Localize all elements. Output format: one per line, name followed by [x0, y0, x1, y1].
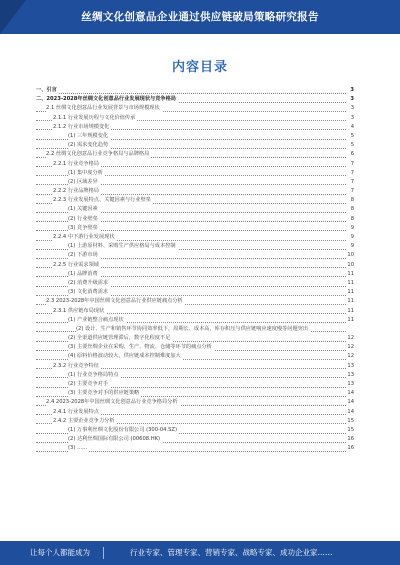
toc-entry-label: (3) 主要丝绸企业在采购、生产、物流、仓储等环节的痛点分析	[68, 343, 214, 352]
footer-slogan-left: 让每个人都能成为	[30, 548, 90, 557]
toc-entry-label: (2) 需求变化趋势	[68, 141, 110, 150]
toc-entry-page: 9	[346, 233, 354, 242]
toc-title: 内容目录	[171, 60, 228, 75]
toc-entry-page: 14	[346, 408, 354, 417]
toc-entry-label: 2.1.2 行业市场规模变化	[53, 123, 111, 132]
toc-entry-label: (2) 消费升级需求	[68, 279, 110, 288]
toc-entry-page: 14	[346, 389, 354, 398]
toc-entry-label: (3) ……	[68, 444, 89, 453]
toc-entry-label: (2) 行业壁垒	[68, 215, 100, 224]
toc-entry[interactable]	[36, 114, 354, 123]
toc-entry-page: 11	[346, 307, 354, 316]
toc-entry-label: (2) 区域差异	[68, 178, 100, 187]
toc-entry-page: 6	[346, 150, 354, 159]
toc-entry[interactable]	[36, 288, 354, 297]
table-of-contents	[36, 86, 354, 454]
toc-entry[interactable]	[36, 334, 354, 343]
toc-entry-label: (2) 主要竞争对手	[68, 380, 110, 389]
toc-entry[interactable]	[36, 169, 354, 178]
toc-entry-page: 13	[346, 380, 354, 389]
toc-entry[interactable]	[36, 362, 354, 371]
toc-entry[interactable]	[36, 307, 354, 316]
toc-entry-page: 15	[346, 417, 354, 426]
toc-entry-page: 4	[346, 123, 354, 132]
toc-entry-page: 7	[346, 178, 354, 187]
toc-entry-label: 2.3.1 供应链布局现状	[53, 307, 106, 316]
toc-entry-page: 5	[346, 141, 354, 150]
toc-entry-page: 10	[346, 251, 354, 260]
toc-entry-label: 2.2 丝绸文化创意品行业竞争格局与品牌格局	[46, 150, 151, 159]
toc-entry-page: 5	[346, 132, 354, 141]
toc-entry-page: 16	[346, 435, 354, 444]
toc-entry[interactable]	[36, 205, 354, 214]
toc-entry[interactable]	[36, 251, 354, 260]
toc-entry[interactable]	[36, 261, 354, 270]
toc-entry-page: 12	[346, 352, 354, 361]
toc-entry-label: (1) 三年规模变化	[68, 132, 110, 141]
toc-entry[interactable]	[36, 279, 354, 288]
toc-entry[interactable]	[36, 389, 354, 398]
toc-entry-label: 2.1 丝绸文化创意品行业发展背景与市场规模现状	[46, 104, 162, 113]
toc-entry[interactable]	[36, 187, 354, 196]
toc-entry[interactable]	[36, 160, 354, 169]
toc-entry-label: 2.4.1 行业发展特点	[53, 408, 101, 417]
toc-entry-page: 7	[346, 169, 354, 178]
toc-entry[interactable]	[36, 242, 354, 251]
toc-entry-label: 2.2.5 行业需求领域	[53, 261, 101, 270]
toc-entry-page: 9	[346, 224, 354, 233]
toc-entry-label: (3) 主要竞争对手的供应链策略	[68, 389, 141, 398]
toc-entry-label: 2.2.3 行业发展特点、关键因素与行业壁垒	[53, 196, 153, 205]
toc-entry-label: (2) 全渠道供应链管理滞后，数字化程度不足	[68, 334, 172, 343]
toc-entry-page: 15	[346, 426, 354, 435]
toc-entry-label: (2) 达利丝绸国际有限公司 (00608.HK)	[68, 435, 162, 444]
toc-entry[interactable]	[36, 316, 354, 325]
toc-entry[interactable]	[36, 215, 354, 224]
toc-entry-page: 13	[346, 362, 354, 371]
toc-entry[interactable]	[36, 380, 354, 389]
toc-entry-page: 3	[346, 95, 354, 104]
toc-entry-label: 2.3 2023-2028年中国丝绸文化创意品行业供应链痛点分析	[46, 297, 185, 306]
toc-entry[interactable]	[36, 196, 354, 205]
toc-entry[interactable]	[36, 426, 354, 435]
toc-entry-page: 3	[346, 114, 354, 123]
toc-entry-label: 二、2023-2028年丝绸文化创意品行业发展现状与竞争格局	[36, 95, 178, 104]
toc-entry-label: (1) 品牌消费	[68, 270, 100, 279]
toc-entry[interactable]	[36, 86, 354, 95]
toc-entry[interactable]	[36, 352, 354, 361]
toc-entry-label: (1) 万事利丝绸文化股份有限公司 (300-04.SZ)	[68, 426, 179, 435]
footer-slogan-right: 行业专家、管理专家、营销专家、战略专家、成功企业家……	[130, 548, 333, 557]
toc-entry-page: 10	[346, 261, 354, 270]
toc-entry[interactable]	[36, 178, 354, 187]
toc-entry-label: (2) 设计、生产和销售环节协同效率低下，周期长、成本高，库存积压与供应链响应速度慢等问题突出	[76, 325, 310, 334]
toc-entry-page: 8	[346, 215, 354, 224]
toc-entry-page: 11	[346, 297, 354, 306]
toc-entry[interactable]	[36, 408, 354, 417]
toc-entry-label: 2.3.2 行业竞争特征	[53, 362, 101, 371]
toc-entry-page: 8	[346, 196, 354, 205]
toc-entry[interactable]	[36, 150, 354, 159]
toc-entry[interactable]	[36, 224, 354, 233]
toc-entry-page: 16	[346, 444, 354, 453]
toc-entry-label: 2.4 2023-2028年中国丝绸文化创意品行业竞争格局分析	[46, 398, 180, 407]
toc-entry[interactable]	[36, 371, 354, 380]
toc-entry[interactable]	[36, 343, 354, 352]
toc-entry-label: 2.2.2 行业品牌格局	[53, 187, 101, 196]
toc-entry-label: (1) 上游原材料、采购生产供应格局与成本控制	[68, 242, 178, 251]
toc-entry[interactable]	[36, 123, 354, 132]
toc-entry-label: (1) 行业竞争格局特点	[68, 371, 121, 380]
toc-entry-page: 13	[346, 371, 354, 380]
toc-entry-page: 14	[346, 398, 354, 407]
toc-entry-label: (1) 产业链整合痛点现状	[68, 316, 126, 325]
toc-leader-dots	[36, 93, 346, 94]
toc-entry[interactable]	[36, 417, 354, 426]
toc-entry-page: 8	[346, 205, 354, 214]
toc-entry-page: 7	[346, 160, 354, 169]
toc-entry-page: 9	[346, 242, 354, 251]
report-header	[0, 0, 400, 34]
toc-entry-page: 7	[346, 187, 354, 196]
toc-entry-page: 3	[346, 104, 354, 113]
toc-entry-label: 2.2.4 中下游行业发展现状	[53, 233, 117, 242]
toc-entry-page: 12	[346, 334, 354, 343]
toc-entry-label: (1) 集中度分析	[68, 169, 105, 178]
toc-entry-label: 2.2.1 行业竞争格局	[53, 160, 101, 169]
toc-entry-label: 一、引言	[36, 86, 59, 95]
toc-entry-label: 2.1.1 行业发展历程与文化价值传承	[53, 114, 137, 123]
toc-entry[interactable]	[36, 104, 354, 113]
toc-entry-label: (1) 关键因素	[68, 205, 100, 214]
toc-entry[interactable]	[36, 297, 354, 306]
footer-bar	[0, 541, 400, 565]
toc-entry-page: 11	[346, 316, 354, 325]
toc-entry-label: 2.4.2 主要企业竞争力分析	[53, 417, 117, 426]
toc-entry[interactable]	[36, 132, 354, 141]
footer-divider	[103, 547, 104, 559]
toc-entry-page: 3	[346, 86, 354, 95]
toc-entry[interactable]	[36, 398, 354, 407]
toc-entry[interactable]	[36, 444, 354, 453]
toc-entry[interactable]	[36, 233, 354, 242]
toc-entry[interactable]	[36, 95, 354, 104]
toc-entry-page: 11	[346, 288, 354, 297]
toc-entry[interactable]	[36, 141, 354, 150]
toc-entry-page: 12	[346, 343, 354, 352]
toc-entry-label: (3) 文化消费需求	[68, 288, 110, 297]
toc-entry-label: (3) 竞争壁垒	[68, 224, 100, 233]
toc-entry-label: (2) 下游市场	[68, 251, 100, 260]
report-title: 丝绸文化创意品企业通过供应链破局策略研究报告	[81, 11, 319, 23]
toc-entry-label: (4) 原料价格波动较大，供应链成本控制难度加大	[68, 352, 183, 361]
toc-entry-page: 11	[346, 279, 354, 288]
toc-entry[interactable]	[36, 270, 354, 279]
toc-entry[interactable]	[36, 435, 354, 444]
toc-entry-page: 11	[346, 270, 354, 279]
toc-entry[interactable]	[36, 325, 354, 334]
